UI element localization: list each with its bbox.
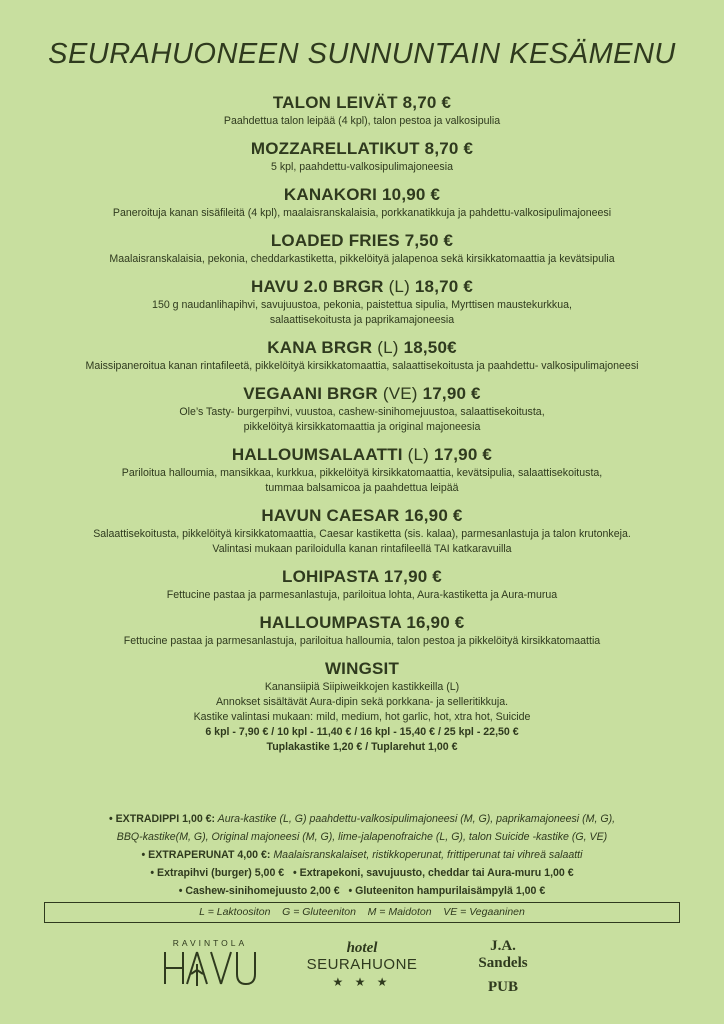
menu-item: [0, 566, 724, 603]
menu-item: [0, 230, 724, 267]
item-desc-line: Valintasi mukaan pariloidulla kanan rintafileellä TAI katkaravuilla: [212, 543, 512, 555]
sandels-logo-1: J.A.: [490, 938, 516, 954]
item-name: LOADED FRIES: [270, 231, 400, 250]
item-name: HAVU 2.0 BRGR: [250, 277, 384, 296]
menu-list: [0, 92, 724, 764]
item-title: [0, 92, 724, 114]
hotel-logo-small: hotel: [346, 940, 378, 956]
item-price: 18,50€: [403, 338, 457, 357]
item-name: VEGAANI BRGR: [243, 384, 378, 403]
item-name: KANA BRGR: [267, 338, 373, 357]
item-name: MOZZARELLATIKUT: [250, 139, 420, 158]
sandels-logo-3: PUB: [488, 979, 518, 995]
menu-item: [0, 337, 724, 374]
item-title: [0, 138, 724, 160]
hotel-logo-name: SEURAHUONE: [306, 956, 418, 973]
seurahuone-logo: [298, 940, 426, 990]
item-price: 16,90 €: [406, 613, 465, 632]
item-desc-line: Kastike valintasi mukaan: mild, medium, hot garlic, hot, xtra hot, Suicide: [193, 711, 531, 723]
item-diet: (L): [377, 338, 399, 357]
extrapekoni: • Extrapekoni, savujuusto, cheddar tai Aura-muru 1,00 €: [293, 867, 574, 879]
item-price: 8,70 €: [424, 139, 474, 158]
menu-item-wingsit: [0, 658, 724, 755]
item-name: HAVUN CAESAR: [261, 506, 400, 525]
item-title: [0, 276, 724, 298]
menu-item: [0, 276, 724, 328]
item-title: [0, 444, 724, 466]
sandels-logo-2: Sandels: [478, 955, 528, 971]
extrapihvi: • Extrapihvi (burger) 5,00 €: [150, 867, 285, 879]
item-price: 10,90 €: [382, 185, 441, 204]
item-desc-line: pikkelöityä kirsikkatomaattia ja original majoneesia: [243, 421, 481, 433]
item-name: HALLOUMSALAATTI: [231, 445, 403, 464]
hotel-logo-stars: ★ ★ ★: [332, 975, 392, 989]
havu-logo-mark: [161, 950, 259, 986]
item-title: [0, 505, 724, 527]
extras-section: [0, 810, 724, 900]
item-desc-line: Pariloitua halloumia, mansikkaa, kurkkua, pikkelöityä kirsikkatomaattia, kevätsipulia, salaattisekoitusta,: [121, 467, 603, 479]
item-price: 17,90 €: [433, 445, 493, 464]
item-price: 17,90 €: [422, 384, 481, 403]
item-price: 16,90 €: [404, 506, 463, 525]
item-diet: (VE): [382, 384, 418, 403]
diet-legend: L = Laktoositon G = Gluteeniton M = Maidoton VE = Vegaaninen: [44, 902, 680, 923]
item-desc-line: 150 g naudanlihapihvi, savujuustoa, pekonia, paistettua sipulia, Myrttisen maustekurkkua,: [152, 299, 572, 311]
item-desc-line: Annokset sisältävät Aura-dipin sekä porkkana- ja selleritikkuja.: [215, 696, 509, 708]
item-price: 7,50 €: [404, 231, 454, 250]
sandels-logo: [458, 938, 548, 998]
item-desc-line: Fettucine pastaa ja parmesanlastuja, pariloitua lohta, Aura-kastiketta ja Aura-murua: [166, 589, 558, 601]
item-desc-line: tummaa balsamicoa ja paahdettua leipää: [265, 482, 459, 494]
menu-item: [0, 444, 724, 496]
item-price: 17,90 €: [383, 567, 442, 586]
item-title: [0, 383, 724, 405]
item-title: [0, 337, 724, 359]
logos-row: [0, 938, 724, 1008]
extradippi-text-2: BBQ-kastike(M, G), Original majoneesi (M, G), lime-jalapenofraiche (L, G), talon Suicide -kastike (G, VE): [116, 831, 608, 843]
item-price: 18,70 €: [414, 277, 474, 296]
menu-item: [0, 92, 724, 129]
wingsit-prices: 6 kpl - 7,90 € / 10 kpl - 11,40 € / 16 kpl - 15,40 € / 25 kpl - 22,50 €: [205, 726, 519, 738]
item-desc-line: Ole’s Tasty- burgerpihvi, vuustoa, cashew-sinihomejuustoa, salaattisekoitusta,: [179, 406, 545, 418]
item-name: KANAKORI: [283, 185, 378, 204]
item-price: 8,70 €: [402, 93, 452, 112]
item-name: HALLOUMPASTA: [259, 613, 402, 632]
item-title: [0, 612, 724, 634]
item-title: WINGSIT: [324, 659, 400, 678]
menu-item: [0, 612, 724, 649]
menu-item: [0, 138, 724, 175]
gluteeniton-extra: • Gluteeniton hampurilaisämpylä 1,00 €: [348, 885, 546, 897]
item-desc-line: Salaattisekoitusta, pikkelöityä kirsikkatomaattia, Caesar kastiketta (sis. kalaa), parmesanlastuja ja talon krutonkeja.: [93, 528, 631, 540]
menu-item: [0, 383, 724, 435]
item-name: LOHIPASTA: [282, 567, 379, 586]
menu-item: [0, 505, 724, 557]
item-desc-line: Kanansiipiä Siipiweikkojen kastikkeilla (L): [264, 681, 460, 693]
item-diet: (L): [407, 445, 430, 464]
item-desc-line: salaattisekoitusta ja paprikamajoneesia: [269, 314, 455, 326]
havu-logo-small: RAVINTOLA: [172, 938, 248, 948]
item-desc-line: Maalaisranskalaisia, pekonia, cheddarkastiketta, pikkelöityä jalapenoa sekä kirsikkatomaattia ja kevätsipulia: [109, 253, 615, 265]
item-desc-line: Maissipaneroitua kanan rintafileetä, pikkelöityä kirsikkatomaattia, salaattisekoitusta ja paahdettu- valkosipulimajoneesi: [85, 360, 639, 372]
item-desc-line: Paahdettua talon leipää (4 kpl), talon pestoa ja valkosipulia: [223, 115, 501, 127]
havu-logo: [160, 938, 260, 986]
extradippi-label: • EXTRADIPPI 1,00 €:: [108, 813, 216, 825]
menu-title: SEURAHUONEEN SUNNUNTAIN KESÄMENU: [48, 38, 676, 70]
item-desc-line: Paneroituja kanan sisäfileitä (4 kpl), maalaisranskalaisia, porkkanatikkuja ja pahdettu-valkosipulimajoneesi: [112, 207, 612, 219]
item-desc-line: Fettucine pastaa ja parmesanlastuja, pariloitua halloumia, talon pestoa ja pikkelöityä kirsikkatomaattia: [123, 635, 601, 647]
extraperunat-text: Maalaisranskalaiset, ristikkoperunat, frittiperunat tai vihreä salaatti: [270, 849, 583, 861]
extradippi-text: Aura-kastike (L, G) paahdettu-valkosipulimajoneesi (M, G), paprikamajoneesi (M, G),: [215, 813, 616, 825]
item-title: [0, 566, 724, 588]
item-name: TALON LEIVÄT: [272, 93, 398, 112]
item-title: [0, 230, 724, 252]
item-desc-line: 5 kpl, paahdettu-valkosipulimajoneesia: [271, 161, 453, 173]
menu-item: [0, 184, 724, 221]
item-title: [0, 184, 724, 206]
wingsit-extra: Tuplakastike 1,20 € / Tuplarehut 1,00 €: [266, 741, 458, 753]
item-diet: (L): [388, 277, 410, 296]
cashew-extra: • Cashew-sinihomejuusto 2,00 €: [178, 885, 340, 897]
extraperunat-label: • EXTRAPERUNAT 4,00 €:: [141, 849, 271, 861]
